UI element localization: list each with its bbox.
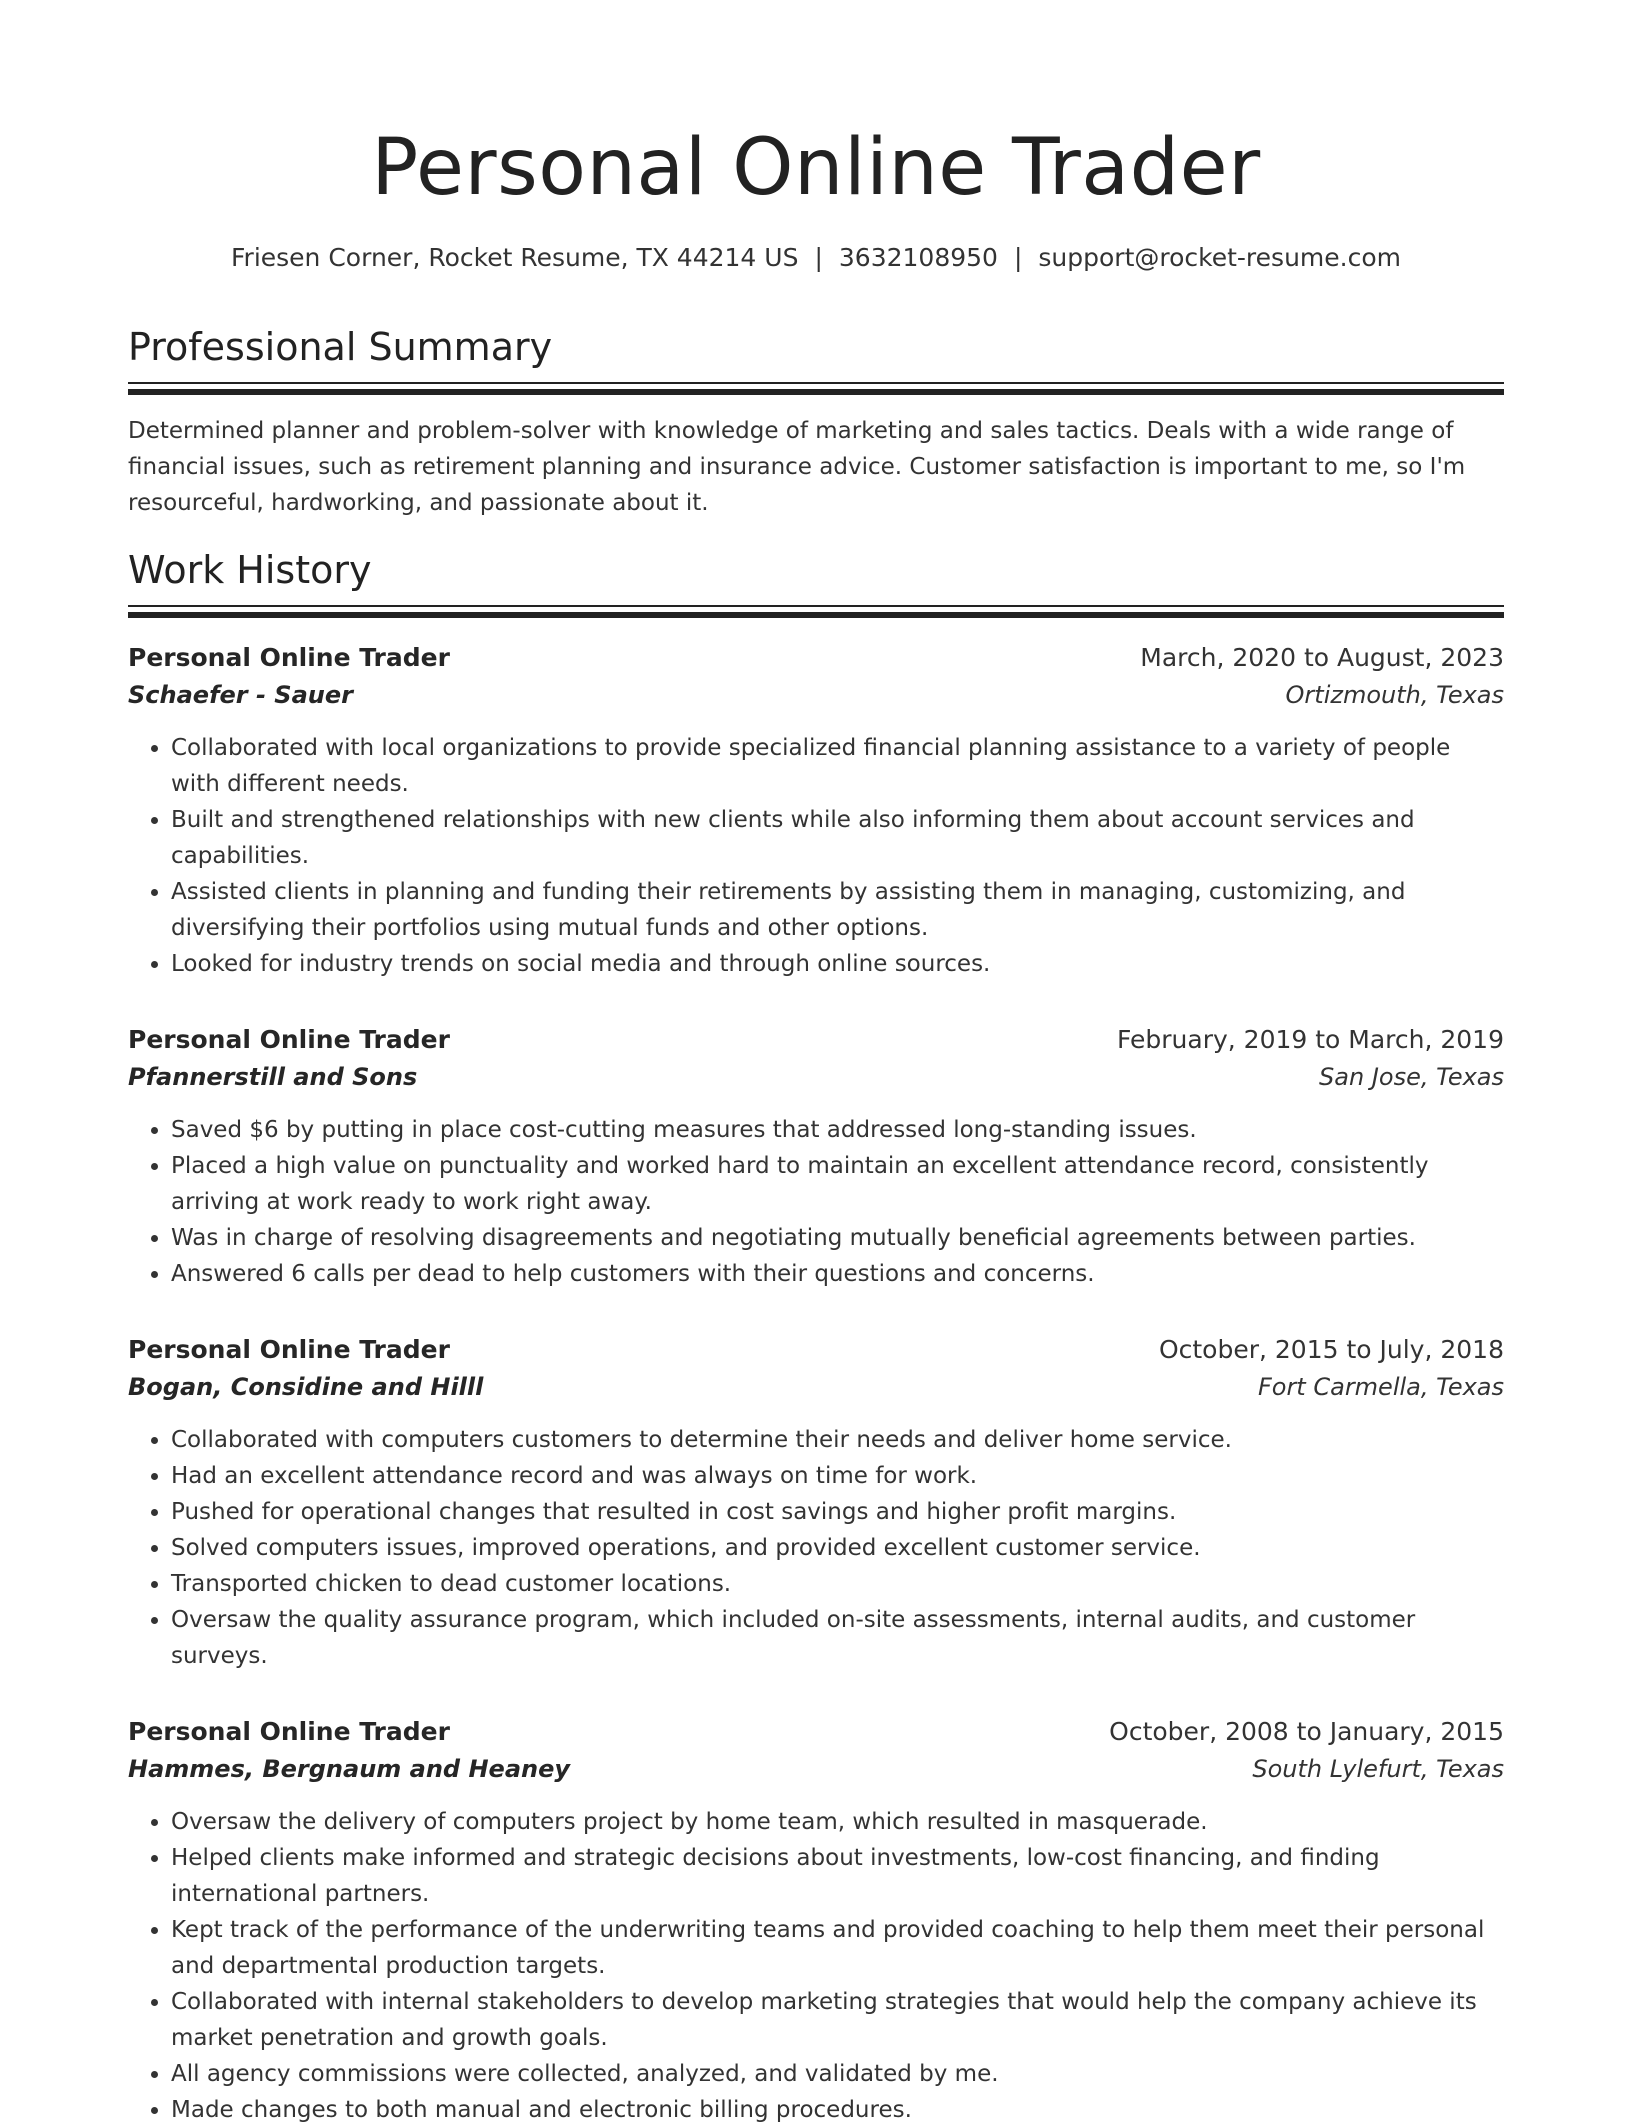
job-title: Personal Online Trader [128,1025,450,1054]
job-bullet: • Collaborated with computers customers to determine their needs and deliver home service. [171,1422,1504,1458]
job-location: Fort Carmella, Texas [1257,1373,1504,1401]
job-company-row [128,1750,1504,1788]
contact-phone: 3632108950 [838,243,998,272]
contact-email: support@rocket-resume.com [1038,243,1401,272]
job-company: Pfannerstill and Sons [128,1063,418,1091]
job-company: Bogan, Considine and Hilll [128,1373,484,1401]
job-bullet: • Oversaw the quality assurance program, which included on-site assessments, internal audits, and customer surveys. [171,1602,1504,1674]
job-bullet: • Helped clients make informed and strategic decisions about investments, low-cost financing, and finding international partners. [171,1840,1504,1912]
job-bullets [128,1112,1504,1292]
job-bullet: • All agency commissions were collected, analyzed, and validated by me. [171,2056,1504,2092]
job-bullet: • Placed a high value on punctuality and worked hard to maintain an excellent attendance record, consistently arriving at work ready to work right away. [171,1148,1504,1220]
job-dates: February, 2019 to March, 2019 [1116,1025,1504,1054]
job-bullet: • Collaborated with local organizations to provide specialized financial planning assistance to a variety of people with different needs. [171,730,1504,802]
job-entry [128,640,1504,982]
job-entry [128,1022,1504,1292]
job-dates: October, 2008 to January, 2015 [1109,1717,1504,1746]
job-location: Ortizmouth, Texas [1285,681,1504,709]
job-company-row [128,676,1504,714]
job-company-row [128,1368,1504,1406]
job-bullet: • Pushed for operational changes that resulted in cost savings and higher profit margins. [171,1494,1504,1530]
job-company: Hammes, Bergnaum and Heaney [128,1755,571,1783]
job-location: San Jose, Texas [1319,1063,1504,1091]
job-dates: March, 2020 to August, 2023 [1140,643,1504,672]
contact-address: Friesen Corner, Rocket Resume, TX 44214 US [230,243,799,272]
job-company: Schaefer - Sauer [128,681,353,709]
summary-text: Determined planner and problem-solver with knowledge of marketing and sales tactics. Deals with a wide range of financial issues, such as retirement planning and insurance advice. Customer satisfaction is important to me, so I'm resourceful, hardworking, and passionate about it. [128,418,1466,516]
job-bullet: • Oversaw the delivery of computers project by home team, which resulted in masquerade. [171,1804,1504,1840]
section-divider-thin [128,605,1504,607]
job-header-row [128,1022,1504,1058]
job-bullet: • Kept track of the performance of the underwriting teams and provided coaching to help them meet their personal and departmental production targets. [171,1912,1504,1984]
job-entry [128,1332,1504,1674]
job-bullet: • Transported chicken to dead customer locations. [171,1566,1504,1602]
contact-separator: | [1013,243,1023,272]
job-bullet: • Assisted clients in planning and funding their retirements by assisting them in managing, customizing, and diversifying their portfolios using mutual funds and other options. [171,874,1504,946]
job-bullet: • Made changes to both manual and electronic billing procedures. [171,2092,1504,2128]
job-title: Personal Online Trader [128,643,450,672]
job-bullet: • Collaborated with internal stakeholders to develop marketing strategies that would help the company achieve its market penetration and growth goals. [171,1984,1504,2056]
job-bullets [128,1804,1504,2128]
job-bullet: • Saved $6 by putting in place cost-cutting measures that addressed long-standing issues. [171,1112,1504,1148]
job-company-row [128,1058,1504,1096]
job-bullet: • Solved computers issues, improved operations, and provided excellent customer service. [171,1530,1504,1566]
contact-separator: | [814,243,823,272]
resume-page [128,0,1504,2128]
job-bullet: • Was in charge of resolving disagreements and negotiating mutually beneficial agreements between parties. [171,1220,1504,1256]
section-divider-thick [128,612,1504,618]
contact-line [128,242,1504,274]
section-divider-thick [128,389,1504,395]
section-title-summary: Professional Summary [128,325,553,369]
job-bullet: • Built and strengthened relationships with new clients while also informing them about account services and capabilities. [171,802,1504,874]
job-bullet: • Answered 6 calls per dead to help customers with their questions and concerns. [171,1256,1504,1292]
resume-name: Personal Online Trader [371,123,1261,213]
job-dates: October, 2015 to July, 2018 [1158,1335,1504,1364]
job-header-row [128,1714,1504,1750]
job-bullets [128,1422,1504,1674]
job-bullet: • Looked for industry trends on social media and through online sources. [171,946,1504,982]
job-bullets [128,730,1504,982]
section-title-work-history: Work History [128,548,372,592]
job-header-row [128,1332,1504,1368]
job-title: Personal Online Trader [128,1717,450,1746]
job-bullet: • Had an excellent attendance record and was always on time for work. [171,1458,1504,1494]
job-header-row [128,640,1504,676]
job-title: Personal Online Trader [128,1335,450,1364]
job-entry [128,1714,1504,2128]
job-location: South Lylefurt, Texas [1252,1755,1504,1783]
work-history-section [128,547,1504,2128]
section-divider-thin [128,382,1504,384]
professional-summary-section [128,324,1504,521]
